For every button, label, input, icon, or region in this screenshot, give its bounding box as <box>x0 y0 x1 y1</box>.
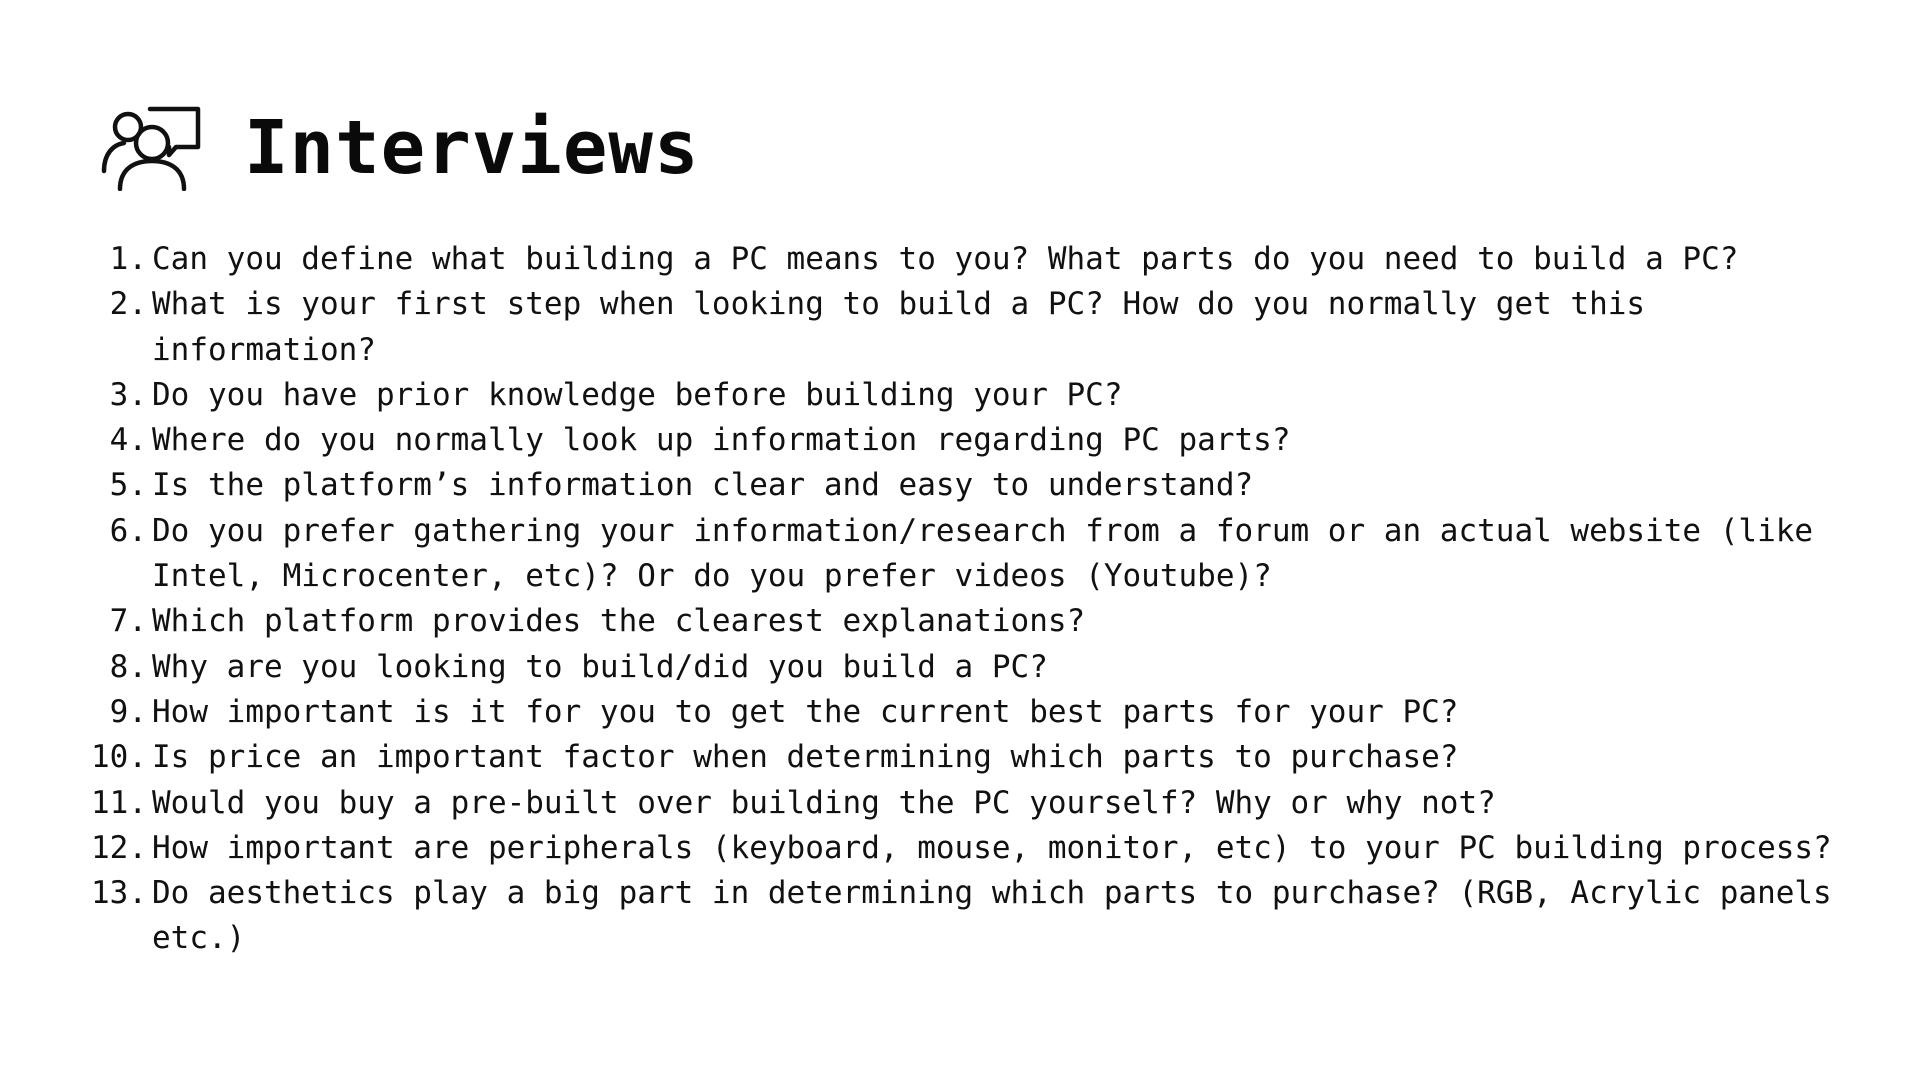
question-item <box>80 781 1880 826</box>
question-number: 2. <box>109 286 147 323</box>
question-item <box>80 282 1880 373</box>
question-text: Which platform provides the clearest explanations? <box>152 603 1086 640</box>
question-item <box>80 690 1880 735</box>
question-item <box>80 871 1880 962</box>
question-text: Do aesthetics play a big part in determining which parts to purchase? (RGB, Acrylic panels etc.) <box>152 875 1832 957</box>
question-text: Why are you looking to build/did you build a PC? <box>152 648 1048 685</box>
question-text: Do you prefer gathering your information/research from a forum or an actual website (like Intel, Microcenter, etc)? Or do you prefer videos (Youtube)? <box>152 512 1814 595</box>
question-number: 8. <box>109 648 147 685</box>
question-item <box>80 463 1880 508</box>
question-number: 4. <box>109 422 147 459</box>
question-text: Can you define what building a PC means to you? What parts do you need to build a PC? <box>152 241 1739 277</box>
question-list <box>80 237 1880 962</box>
question-number: 10. <box>91 739 147 776</box>
question-text: Where do you normally look up information regarding PC parts? <box>152 422 1291 459</box>
people-chat-icon <box>100 105 208 191</box>
question-number: 5. <box>109 467 147 504</box>
question-number: 9. <box>109 693 147 730</box>
question-number: 12. <box>91 829 147 866</box>
question-text: What is your first step when looking to build a PC? How do you normally get this information? <box>152 286 1646 368</box>
question-number: 6. <box>109 512 147 549</box>
question-item <box>80 826 1880 871</box>
question-item <box>80 418 1880 463</box>
page-title: Interviews <box>244 105 700 191</box>
question-item <box>80 599 1880 644</box>
question-number: 13. <box>91 875 147 912</box>
question-item <box>80 509 1880 600</box>
question-item <box>80 373 1880 418</box>
question-text: Do you have prior knowledge before building your PC? <box>152 376 1123 413</box>
question-number: 7. <box>109 603 147 640</box>
question-item <box>80 237 1880 282</box>
question-text: Would you buy a pre-built over building the PC yourself? Why or why not? <box>152 784 1496 821</box>
question-item <box>80 735 1880 780</box>
question-number: 3. <box>109 376 147 413</box>
question-number: 1. <box>109 241 147 277</box>
question-text: Is the platform’s information clear and easy to understand? <box>152 467 1254 504</box>
question-text: How important are peripherals (keyboard, mouse, monitor, etc) to your PC building process? <box>152 829 1832 866</box>
question-number: 11. <box>91 784 147 821</box>
question-text: How important is it for you to get the current best parts for your PC? <box>152 693 1459 730</box>
slide-header <box>100 105 700 191</box>
question-item <box>80 645 1880 690</box>
question-text: Is price an important factor when determining which parts to purchase? <box>152 739 1459 776</box>
